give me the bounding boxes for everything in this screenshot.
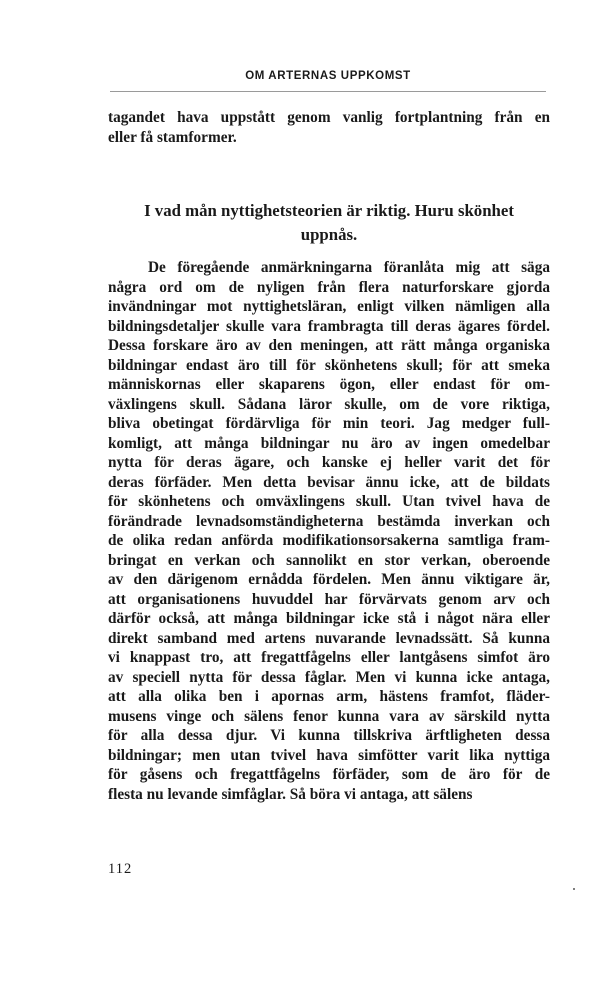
text-line: för skönhetens och omväxlingens skull. Utan tvivel hava de [108, 493, 550, 510]
text-line: bringat en verkan och sannolikt en stor verkan, oberoende [108, 551, 550, 569]
text-line: De föregående anmärkningarna föranlåta mig att säga [148, 259, 550, 276]
text-line: bildningsdetaljer skulle vara frambragta till deras ägares fördel. [108, 317, 550, 335]
text-line: av den därigenom ernådda fördelen. Men ännu viktigare är, [108, 571, 550, 588]
print-speck [573, 888, 575, 890]
continuation-text [108, 108, 550, 147]
text-line: bildningar endast äro till för skönhetens skull; för att smeka [108, 356, 550, 374]
text-line: för alla dessa djur. Vi kunna tillskriva ärftligheten dessa [108, 727, 550, 744]
text-line: vi knappast tro, att fregattfågelns eller lantgåsens simfot äro [108, 649, 550, 666]
text-line: växlingens skull. Sådana läror skulle, om de vore riktiga, [108, 395, 550, 413]
text-line: av speciell nytta för dessa fåglar. Men vi kunna icke antaga, [108, 668, 550, 686]
text-line: att alla olika ben i apornas arm, hästens framfot, fläder- [108, 688, 550, 705]
section-heading-line: uppnås. [300, 225, 358, 244]
text-line: bliva obetingat fördärvliga för min teori. Jag medger full- [108, 415, 550, 432]
section-heading [108, 199, 550, 247]
header-rule [110, 91, 546, 92]
text-line: direkt samband med artens nuvarande levnadssätt. Så kunna [108, 629, 550, 647]
running-head: OM ARTERNAS UPPKOMST [245, 70, 411, 82]
text-line: bildningar; men utan tvivel hava simfötter varit lika nyttiga [108, 746, 550, 764]
text-line: flesta nu levande simfåglar. Så böra vi antaga, att sälens [108, 785, 473, 803]
text-line: några ord om de nyligen från flera naturforskare gjorda [108, 278, 550, 296]
text-line: därför också, att många bildningar icke stå i något nära eller [108, 610, 550, 627]
text-line: människornas eller skaparens ögon, eller endast för om- [108, 376, 550, 393]
page-number: 112 [108, 861, 133, 877]
text-line: Dessa forskare äro av den meningen, att rätt många organiska [108, 337, 550, 354]
text-line: för gåsens och fregattfågelns förfäder, som de äro för de [108, 766, 550, 783]
text-line: att organisationens huvuddel har förvärvats genom arv och [108, 590, 550, 608]
body-paragraph [108, 258, 550, 804]
text-line: deras förfäder. Men detta bevisar ännu icke, att de bildats [108, 473, 550, 491]
text-line: tagandet hava uppstått genom vanlig fortplantning från en [108, 109, 550, 126]
section-heading-line: I vad mån nyttighetsteorien är riktig. Huru skönhet [144, 201, 514, 220]
text-line: invändningar mot nyttighetsläran, enligt vilken nämligen alla [108, 298, 550, 315]
text-line: komligt, att många bildningar nu äro av ingen omedelbar [108, 434, 550, 452]
text-line: musens vinge och sälens fenor kunna vara av särskild nytta [108, 707, 550, 725]
text-line: de olika redan anförda modifikationsorsakerna samtliga fram- [108, 532, 550, 549]
text-line: eller få stamformer. [108, 128, 237, 146]
text-line: förändrade levnadsomständigheterna bestämda inverkan och [108, 512, 550, 530]
text-line: nytta för deras ägare, och kanske ej heller varit det för [108, 454, 550, 471]
